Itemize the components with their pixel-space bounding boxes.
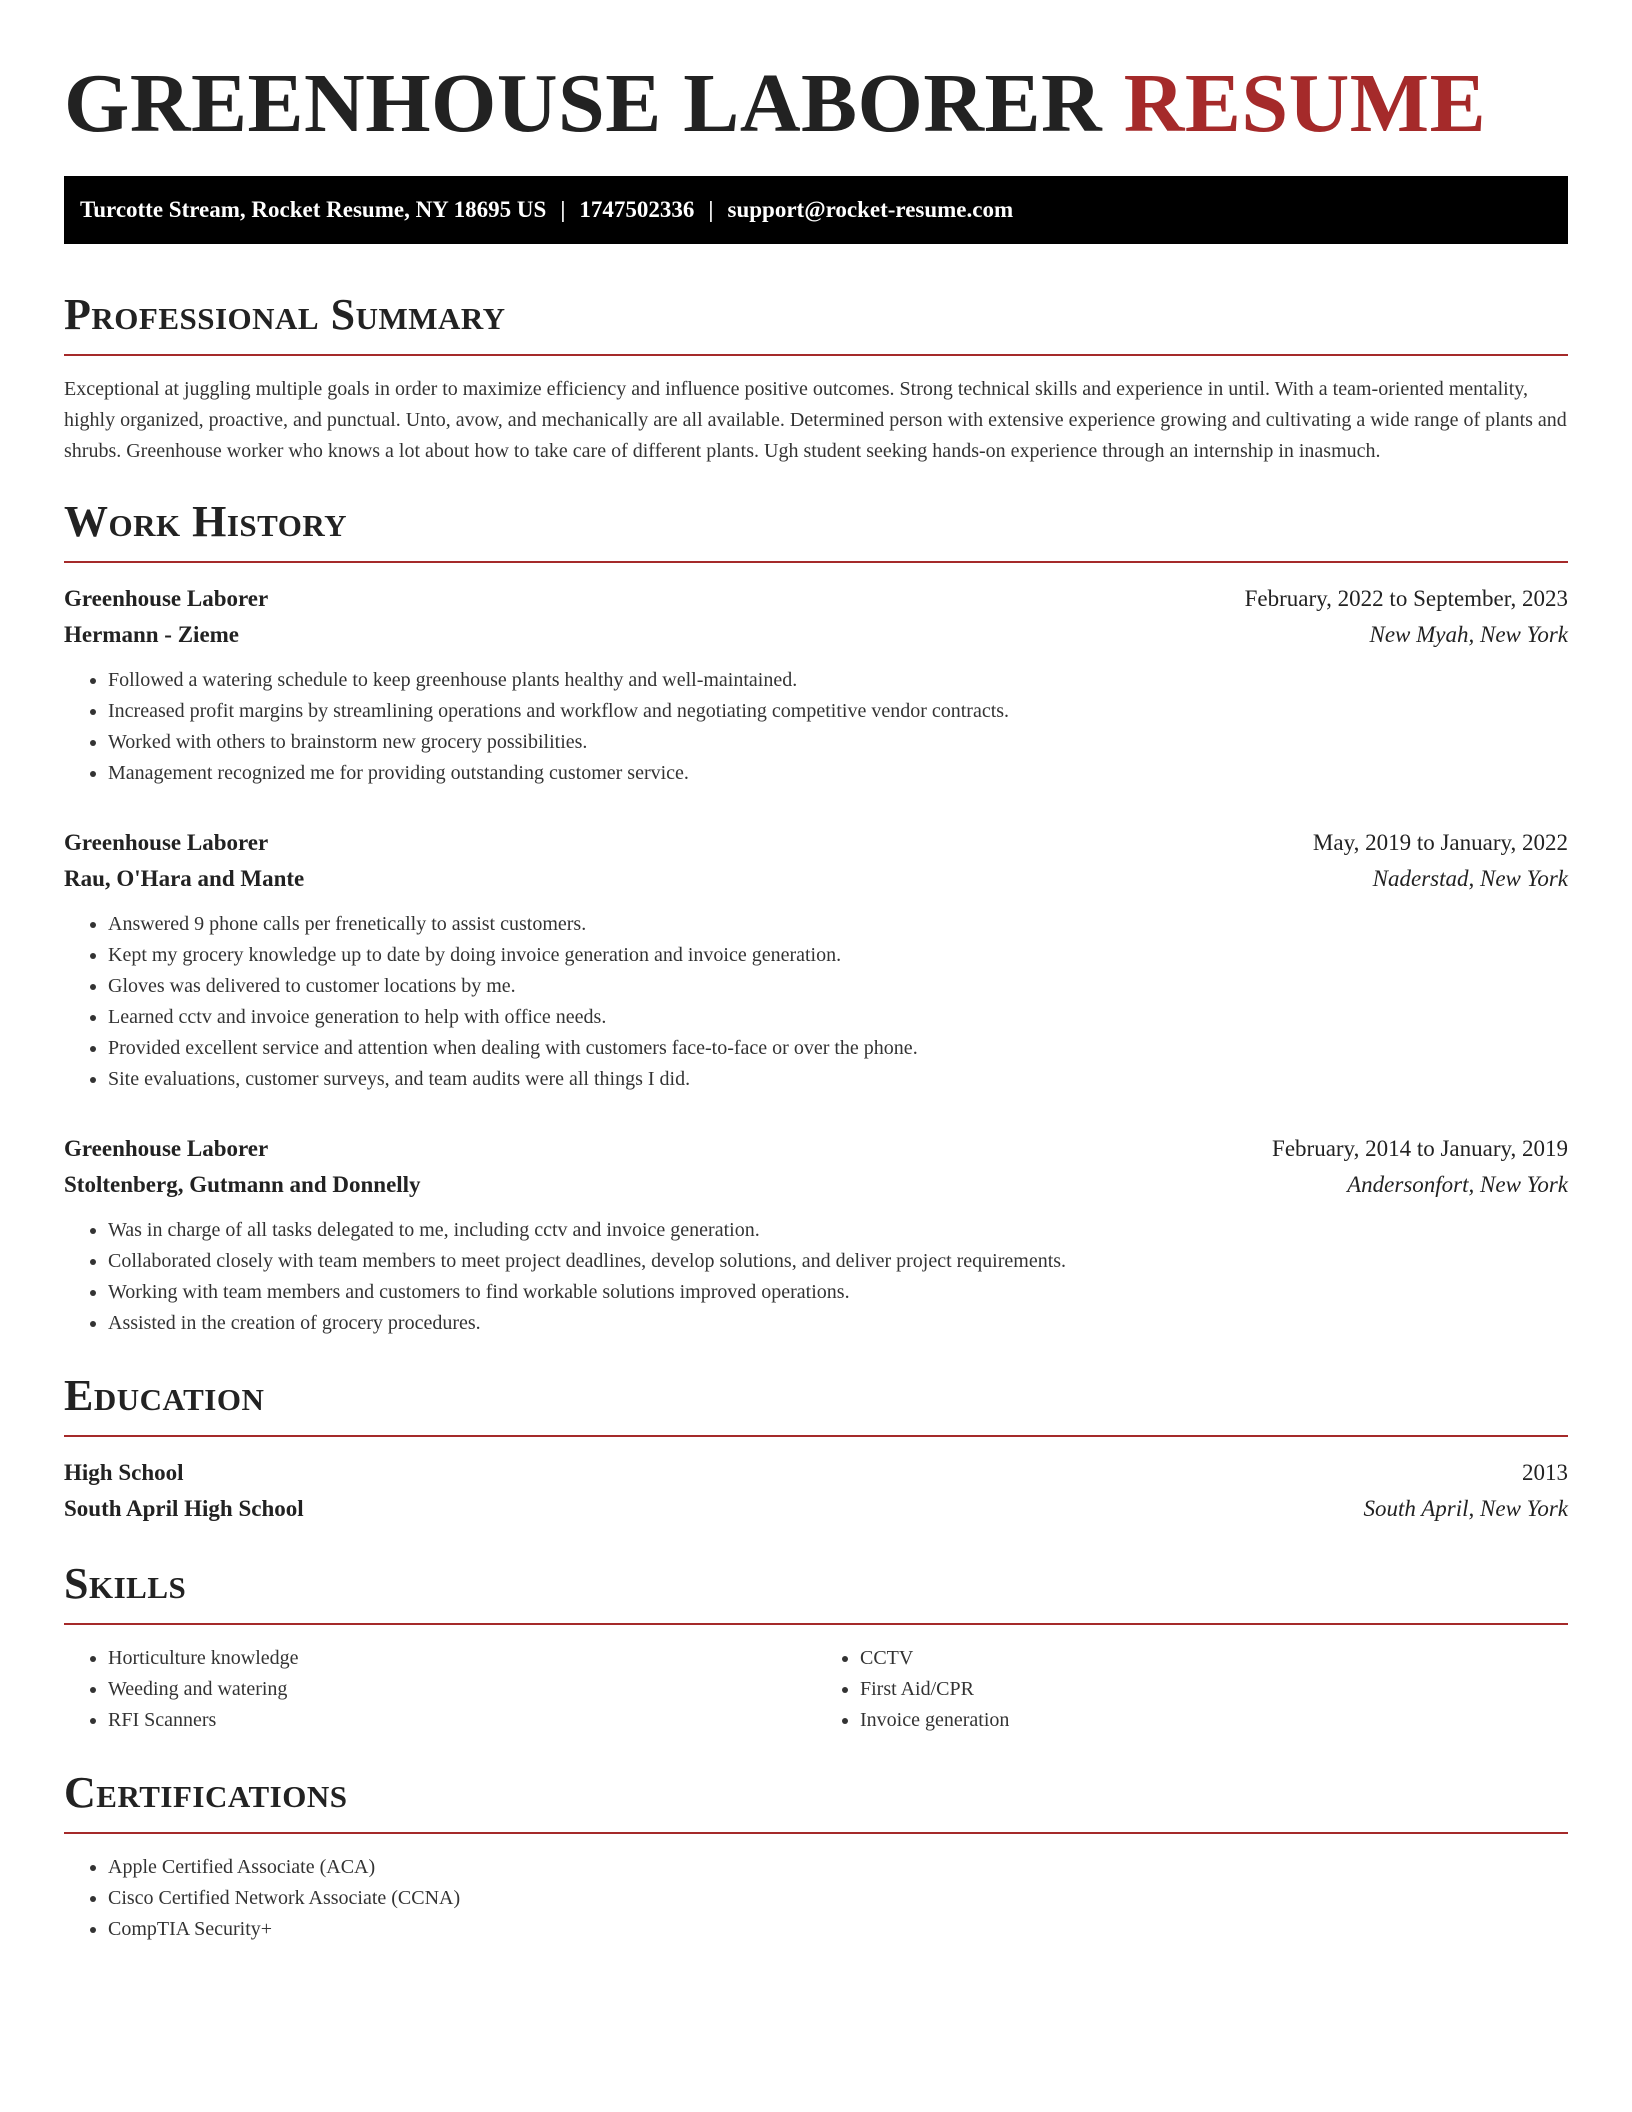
- section-divider: [64, 354, 1568, 356]
- skills-grid: [64, 1643, 1568, 1736]
- job-duties: [64, 909, 1568, 1095]
- contact-phone: 1747502336: [579, 197, 695, 222]
- summary-section: [64, 288, 1568, 467]
- contact-separator: |: [560, 197, 566, 222]
- job-entry: [64, 581, 1568, 789]
- list-item: • Kept my grocery knowledge up to date by doing invoice generation and invoice generation.: [108, 940, 1568, 971]
- list-item: • Answered 9 phone calls per frenetically to assist customers.: [108, 909, 1568, 940]
- summary-heading: Professional Summary: [64, 290, 506, 339]
- education-location: South April, New York: [1363, 1496, 1568, 1521]
- job-company: Stoltenberg, Gutmann and Donnelly: [64, 1172, 421, 1197]
- resume-title: [64, 56, 1568, 152]
- list-item: • Weeding and watering: [108, 1674, 816, 1705]
- job-title: Greenhouse Laborer: [64, 1136, 269, 1161]
- list-item: • Working with team members and customers to find workable solutions improved operations.: [108, 1277, 1568, 1308]
- list-item: • Collaborated closely with team members to meet project deadlines, develop solutions, and deliver project requirements.: [108, 1246, 1568, 1277]
- certifications-list: [64, 1852, 1568, 1945]
- summary-text: Exceptional at juggling multiple goals in order to maximize efficiency and influence positive outcomes. Strong technical skills and experience in until. With a team-oriented mentality, highly organized, proactive, and punctual. Unto, avow, and mechanically are all available. Determined person with extensive experience growing and cultivating a wide range of plants and shrubs. Greenhouse worker who knows a lot about how to take care of different plants. Ugh student seeking hands-on experience through an internship in inasmuch.: [64, 378, 1567, 462]
- job-entry: [64, 825, 1568, 1095]
- list-item: • CompTIA Security+: [108, 1914, 1568, 1945]
- job-location: Naderstad, New York: [1372, 866, 1568, 891]
- skills-list-right: [816, 1643, 1568, 1736]
- section-divider: [64, 1832, 1568, 1834]
- contact-separator: |: [708, 197, 714, 222]
- work-history-heading: Work History: [64, 497, 348, 546]
- education-degree: High School: [64, 1460, 184, 1485]
- contact-bar: [64, 176, 1568, 244]
- job-location: Andersonfort, New York: [1347, 1172, 1568, 1197]
- job-company: Rau, O'Hara and Mante: [64, 866, 305, 891]
- list-item: • RFI Scanners: [108, 1705, 816, 1736]
- job-duties: [64, 1215, 1568, 1339]
- job-company: Hermann - Zieme: [64, 622, 240, 647]
- job-dates: February, 2022 to September, 2023: [1244, 586, 1568, 611]
- skills-section: [64, 1557, 1568, 1736]
- list-item: • Site evaluations, customer surveys, and team audits were all things I did.: [108, 1064, 1568, 1095]
- list-item: • Worked with others to brainstorm new grocery possibilities.: [108, 727, 1568, 758]
- list-item: • Followed a watering schedule to keep greenhouse plants healthy and well-maintained.: [108, 665, 1568, 696]
- education-heading: Education: [64, 1371, 265, 1420]
- education-section: [64, 1369, 1568, 1527]
- list-item: • Learned cctv and invoice generation to help with office needs.: [108, 1002, 1568, 1033]
- list-item: • Horticulture knowledge: [108, 1643, 816, 1674]
- list-item: • Assisted in the creation of grocery procedures.: [108, 1308, 1568, 1339]
- job-duties: [64, 665, 1568, 789]
- skills-list-left: [64, 1643, 816, 1736]
- list-item: • Management recognized me for providing outstanding customer service.: [108, 758, 1568, 789]
- job-title: Greenhouse Laborer: [64, 830, 269, 855]
- list-item: • First Aid/CPR: [860, 1674, 1568, 1705]
- list-item: • Invoice generation: [860, 1705, 1568, 1736]
- title-accent: RESUME: [1123, 57, 1487, 150]
- skills-heading: Skills: [64, 1559, 187, 1608]
- job-dates: February, 2014 to January, 2019: [1272, 1136, 1568, 1161]
- list-item: • Gloves was delivered to customer locations by me.: [108, 971, 1568, 1002]
- job-entry: [64, 1131, 1568, 1339]
- job-dates: May, 2019 to January, 2022: [1312, 830, 1568, 855]
- list-item: • Increased profit margins by streamlining operations and workflow and negotiating competitive vendor contracts.: [108, 696, 1568, 727]
- section-divider: [64, 1623, 1568, 1625]
- education-year: 2013: [1522, 1460, 1568, 1485]
- contact-email: support@rocket-resume.com: [727, 197, 1014, 222]
- list-item: • Provided excellent service and attention when dealing with customers face-to-face or over the phone.: [108, 1033, 1568, 1064]
- education-school: South April High School: [64, 1496, 304, 1521]
- work-history-section: [64, 495, 1568, 1339]
- section-divider: [64, 561, 1568, 563]
- list-item: • Was in charge of all tasks delegated to me, including cctv and invoice generation.: [108, 1215, 1568, 1246]
- certifications-section: [64, 1766, 1568, 1945]
- certifications-heading: Certifications: [64, 1768, 348, 1817]
- job-title: Greenhouse Laborer: [64, 586, 269, 611]
- title-main: GREENHOUSE LABORER: [64, 57, 1103, 150]
- contact-address: Turcotte Stream, Rocket Resume, NY 18695 US: [80, 197, 547, 222]
- list-item: • Cisco Certified Network Associate (CCNA): [108, 1883, 1568, 1914]
- job-location: New Myah, New York: [1369, 622, 1568, 647]
- list-item: • Apple Certified Associate (ACA): [108, 1852, 1568, 1883]
- section-divider: [64, 1435, 1568, 1437]
- list-item: • CCTV: [860, 1643, 1568, 1674]
